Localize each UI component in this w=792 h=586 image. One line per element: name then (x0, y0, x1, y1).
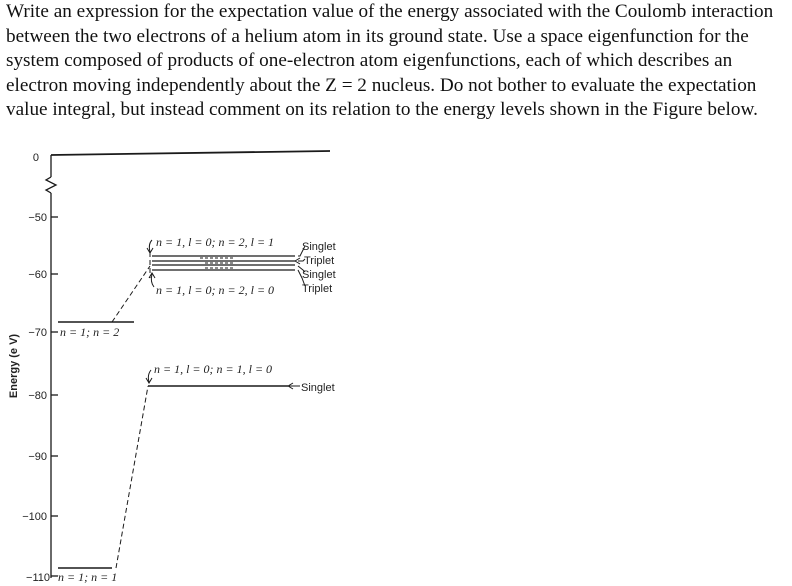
label-n1-n1: n = 1; n = 1 (58, 570, 118, 584)
label-n1-n2: n = 1; n = 2 (60, 325, 120, 339)
energy-axis (46, 155, 58, 578)
dashed-line-n1n1-to-ground (116, 386, 148, 568)
label-ground-config: n = 1, l = 0; n = 1, l = 0 (154, 362, 273, 376)
tick-label-minus-50: −50 (28, 212, 47, 224)
state-label-triplet-2: Triplet (302, 283, 333, 295)
question-text: Write an expression for the expectation value of the energy associated with the Coulomb interaction between the two electrons of a helium atom in its ground state. Use a space eigenfunction for the system composed of products of one-electron atom eigenfunctions, each of which describes an electron moving independently about the Z = 2 nucleus. Do not bother to evaluate the expectation value integral, but instead comment on its relation to the energy levels shown in the Figure below. (6, 1, 774, 120)
energy-levels (51, 151, 333, 568)
state-label-triplet-1: Triplet (304, 255, 335, 267)
tick-label-minus-90: −90 (28, 451, 47, 463)
state-label-ground-singlet: Singlet (301, 382, 335, 394)
dashed-line-n1n2-to-excited (112, 266, 150, 322)
state-label-singlet-2: Singlet (302, 269, 336, 281)
transition-lines (112, 252, 150, 568)
level-zero (51, 151, 330, 155)
tick-label-minus-110: −110 (26, 572, 50, 584)
tick-label-minus-60: −60 (28, 269, 47, 281)
tick-label-0: 0 (32, 152, 39, 164)
tick-label-minus-80: −80 (28, 390, 47, 402)
y-axis-title: Energy (e V) (8, 333, 20, 399)
label-excited-top: n = 1, l = 0; n = 2, l = 1 (156, 235, 275, 249)
tick-label-minus-100: −100 (22, 511, 47, 523)
state-arrows (288, 246, 305, 389)
tick-label-minus-70: −70 (28, 327, 47, 339)
state-label-singlet-1: Singlet (302, 241, 336, 253)
label-excited-bottom: n = 1, l = 0; n = 2, l = 0 (156, 283, 275, 297)
